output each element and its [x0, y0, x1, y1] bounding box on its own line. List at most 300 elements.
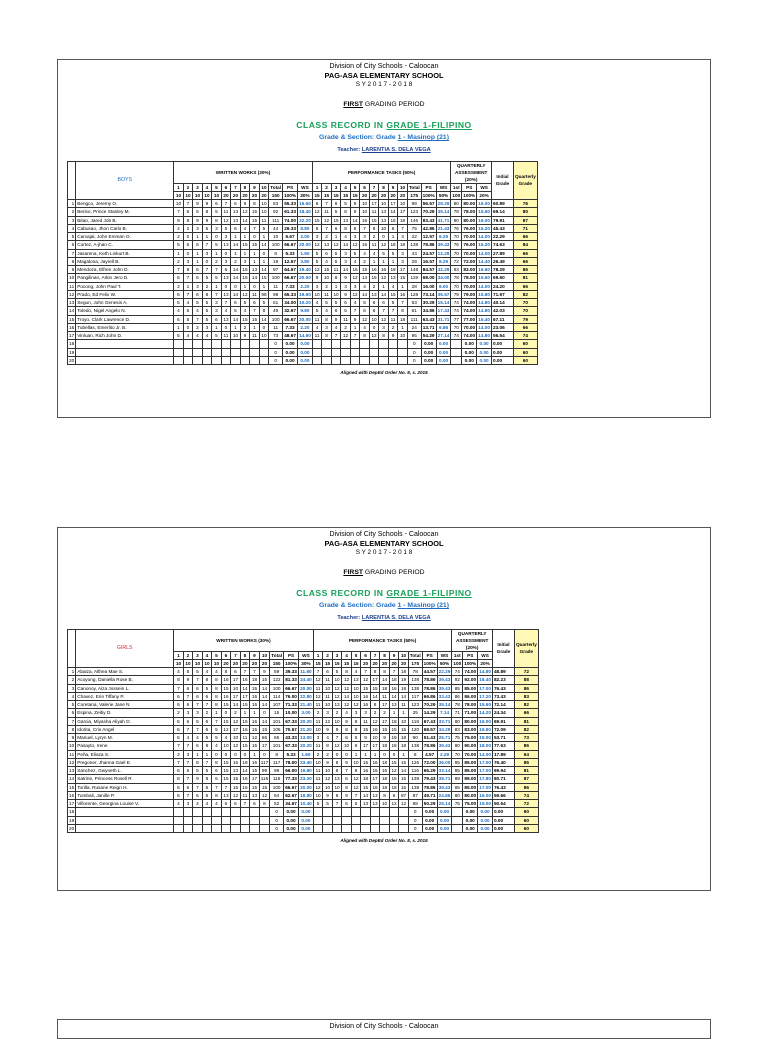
pt-score: 12	[389, 767, 399, 775]
qa-score: 80	[451, 216, 462, 224]
pt-score: 15	[369, 216, 379, 224]
quarterly-grade: 87	[513, 216, 537, 224]
qa-ps: 76.00	[463, 225, 476, 231]
ww-total: 0	[269, 356, 283, 364]
ww-score: 4	[212, 742, 222, 750]
pt-score	[312, 356, 322, 364]
student-row	[68, 307, 538, 315]
pt-score: 8	[351, 717, 361, 725]
ww-ps: 34.00	[284, 300, 296, 306]
qa-score	[451, 340, 462, 348]
qa-ws: 14.00	[479, 751, 491, 757]
pt-score: 3	[312, 282, 322, 290]
pt-max-score: 20	[398, 191, 408, 199]
ww-ws: 0.00	[298, 356, 313, 364]
qa-ws: 16.00	[479, 792, 491, 798]
ww-ws: 0.00	[298, 340, 313, 348]
student-row	[68, 224, 538, 232]
pt-score: 14	[370, 692, 380, 700]
pt-score: 0	[389, 750, 399, 758]
ww-ws: 20.00	[300, 685, 312, 691]
ww-score: 4	[183, 299, 193, 307]
pt-score: 1	[350, 323, 360, 331]
grade-section-value: 1 - Masinop (21)	[397, 602, 449, 610]
school-year: S Y 2 0 1 7 - 2 0 1 8	[355, 81, 413, 89]
pt-score	[331, 340, 341, 348]
pt-score: 6	[322, 249, 332, 257]
student-name: Cortez, A-jhan C.	[76, 241, 174, 249]
ww-total: 83	[269, 200, 283, 208]
ww-score: 0	[212, 750, 222, 758]
pt-score: 13	[369, 290, 379, 298]
ww-score: 6	[193, 684, 203, 692]
pt-ps-max: 100%	[423, 660, 436, 666]
qa-ps: 0.00	[462, 348, 477, 356]
pt-score: 8	[351, 767, 361, 775]
pt-score: 18	[388, 266, 398, 274]
ww-max-score: 20	[240, 191, 250, 199]
teacher-name: LARENTIA S. DELA VEGA	[361, 147, 431, 153]
pt-score: 12	[323, 775, 333, 783]
pt-score: 4	[360, 249, 370, 257]
student-row	[68, 299, 538, 307]
initial-grade: 0.00	[491, 348, 513, 356]
qa-ps: 78.00	[463, 209, 476, 215]
ww-score: 7	[193, 783, 203, 791]
pt-score	[389, 808, 399, 816]
ww-score: 7	[183, 742, 193, 750]
pt-score	[332, 808, 342, 816]
pt-total: 126	[408, 758, 422, 766]
ww-score: 0	[259, 750, 269, 758]
pt-score: 10	[398, 332, 408, 340]
pt-score	[399, 816, 409, 824]
ww-score	[183, 824, 193, 832]
pt-score: 14	[361, 791, 371, 799]
pt-score: 3	[312, 233, 322, 241]
pt-score	[350, 356, 360, 364]
qa-score: 70	[451, 249, 462, 257]
pt-score: 17	[361, 742, 371, 750]
ww-score: 3	[193, 709, 203, 717]
pt-item-number: 9	[389, 651, 399, 659]
ww-score: 16	[250, 758, 260, 766]
pt-score: 8	[370, 701, 380, 709]
ww-score	[259, 340, 269, 348]
pt-score: 10	[398, 200, 408, 208]
teacher-label: Teacher:	[337, 615, 362, 621]
ww-score: 15	[250, 692, 260, 700]
pt-score	[388, 340, 398, 348]
pt-score: 13	[370, 791, 380, 799]
qa-score: 74	[451, 332, 462, 340]
ww-score: 11	[240, 734, 250, 742]
ww-score: 3	[221, 257, 231, 265]
ww-score: 4	[240, 307, 250, 315]
pt-score: 6	[331, 307, 341, 315]
pt-total: 87	[408, 791, 422, 799]
student-row	[68, 808, 539, 816]
ww-score: 13	[250, 266, 260, 274]
pt-score: 16	[360, 216, 370, 224]
ww-item-number: 2	[183, 651, 193, 659]
qa-ws: 14.00	[478, 283, 490, 289]
pt-max-score: 15	[312, 191, 322, 199]
student-row	[68, 200, 538, 208]
ww-max-score: 10	[174, 659, 184, 667]
ww-total: 117	[270, 758, 284, 766]
qa-ps: 74.00	[463, 308, 476, 314]
ww-total: 94	[270, 791, 284, 799]
qa-ps-label: PS	[462, 183, 477, 191]
ww-ps: 7.33	[283, 282, 298, 290]
quarterly-grade: 64	[514, 750, 538, 758]
pt-score: 19	[389, 734, 399, 742]
qa-ws: 17.20	[479, 693, 491, 699]
ww-score: 5	[212, 725, 222, 733]
pt-score: 12	[370, 717, 380, 725]
pt-score: 10	[323, 701, 333, 709]
ww-score: 15	[221, 758, 231, 766]
student-name	[76, 824, 174, 832]
ww-total: 100	[269, 315, 283, 323]
qa-score: 71	[452, 709, 463, 717]
quarterly-grade: 66	[513, 233, 537, 241]
ww-score: 10	[221, 742, 231, 750]
pt-score: 0	[380, 750, 390, 758]
pt-score: 18	[389, 742, 399, 750]
qa-ws: 17.00	[479, 768, 491, 774]
pt-ps: 0.00	[422, 808, 437, 816]
initial-grade: 48.89	[492, 668, 514, 676]
pt-score: 8	[398, 307, 408, 315]
qa-ps: 80.00	[463, 217, 476, 223]
pt-score: 7	[322, 200, 332, 208]
pt-score	[369, 356, 379, 364]
student-row	[68, 783, 539, 791]
pt-score: 6	[323, 668, 333, 676]
ww-ws: 20.20	[300, 718, 312, 724]
ww-score: 0	[259, 249, 269, 257]
pt-score	[351, 816, 361, 824]
ww-ws: 20.00	[300, 784, 312, 790]
pt-score: 10	[369, 315, 379, 323]
pt-score: 0	[369, 323, 379, 331]
pt-score: 4	[360, 323, 370, 331]
quarterly-grade: 66	[513, 323, 537, 331]
ww-score: 6	[221, 266, 231, 274]
ww-total: 73	[269, 332, 283, 340]
pt-ws: 2.29	[437, 750, 452, 758]
pt-score	[313, 824, 323, 832]
qa-ps: 76.00	[463, 242, 476, 248]
ww-score: 8	[183, 266, 193, 274]
pt-score: 8	[331, 200, 341, 208]
ww-score: 1	[240, 709, 250, 717]
row-number: 17	[69, 333, 75, 339]
pt-ps: 68.57	[423, 726, 436, 732]
pt-score: 2	[332, 709, 342, 717]
pt-item-number: 6	[360, 183, 370, 191]
qa-score	[451, 356, 462, 364]
pt-total: 117	[408, 692, 422, 700]
pt-score: 14	[360, 290, 370, 298]
pt-item-number: 2	[322, 183, 332, 191]
ww-score: 7	[250, 668, 260, 676]
pt-score: 8	[370, 668, 380, 676]
pt-score: 18	[398, 241, 408, 249]
ww-score: 14	[231, 701, 241, 709]
qa-score: 80	[452, 717, 463, 725]
ww-score: 3	[240, 257, 250, 265]
ww-score: 4	[183, 332, 193, 340]
row-number: 13	[69, 768, 75, 774]
pt-score: 15	[331, 216, 341, 224]
pt-max-score: 15	[351, 659, 361, 667]
ww-score: 6	[174, 725, 184, 733]
qa-ps: 0.00	[463, 824, 478, 832]
qa-score: 70	[452, 750, 463, 758]
pt-score: 12	[361, 676, 371, 684]
student-row	[68, 800, 539, 808]
pt-score: 11	[313, 775, 323, 783]
pt-score: 10	[332, 676, 342, 684]
pt-score	[370, 824, 380, 832]
ww-score	[212, 824, 222, 832]
student-row	[68, 767, 539, 775]
student-row	[68, 356, 538, 364]
ww-score: 3	[212, 307, 222, 315]
ww-total-max: 150	[269, 191, 283, 199]
pt-score: 11	[399, 701, 409, 709]
pt-score: 18	[380, 783, 390, 791]
ww-score: 98	[259, 290, 269, 298]
pt-total: 148	[407, 266, 421, 274]
school-name: PAG-ASA ELEMENTARY SCHOOL	[324, 539, 444, 548]
ww-score: 7	[174, 758, 184, 766]
pt-ps-label: PS	[421, 183, 436, 191]
sheet-header	[58, 63, 710, 154]
pt-score: 6	[312, 200, 322, 208]
ww-item-number: 1	[174, 651, 184, 659]
ww-score: 15	[221, 717, 231, 725]
pt-score: 2	[388, 323, 398, 331]
pt-score: 9	[350, 200, 360, 208]
quarterly-assessment-header: QUARTERLY ASSESSMENT (20%)	[451, 161, 492, 183]
pt-score: 12	[399, 800, 409, 808]
ww-score: 0	[259, 323, 269, 331]
ww-score: 6	[202, 791, 212, 799]
pt-score: 18	[399, 684, 409, 692]
ww-item-number: 6	[221, 651, 231, 659]
pt-score	[322, 340, 332, 348]
pt-score: 3	[398, 249, 408, 257]
ww-score: 2	[193, 323, 203, 331]
pt-item-number: 4	[341, 183, 351, 191]
class-record-sheet-partial	[57, 1019, 711, 1039]
pt-score: 14	[399, 767, 409, 775]
pt-ws: 12.29	[437, 250, 450, 256]
student-name: Garcia, Miyasha Aliyah D.	[76, 717, 174, 725]
ww-item-number: 8	[240, 183, 250, 191]
qa-score: 90	[452, 742, 463, 750]
student-row	[68, 241, 538, 249]
pt-ps: 34.86	[422, 308, 435, 314]
pt-total: 120	[408, 725, 422, 733]
ww-score: 7	[183, 290, 193, 298]
qa-ps: 70.00	[464, 751, 477, 757]
qa-ps: 85.00	[464, 768, 477, 774]
pt-score: 10	[313, 758, 323, 766]
pt-total: 138	[408, 684, 422, 692]
quarterly-grade: 72	[514, 800, 538, 808]
ww-ws: 22.20	[299, 217, 311, 223]
ww-score: 16	[240, 676, 250, 684]
ww-item-number: 5	[212, 183, 222, 191]
pt-score: 3	[341, 249, 351, 257]
ww-score: 3	[202, 249, 212, 257]
quarterly-grade: 80	[513, 208, 537, 216]
ww-score: 7	[212, 266, 222, 274]
ww-score: 1	[259, 233, 269, 241]
row-number: 6	[68, 709, 76, 717]
pt-max-score: 20	[399, 659, 409, 667]
pt-total: 138	[408, 742, 422, 750]
initial-grade: 0.00	[492, 808, 514, 816]
ww-score: 1	[174, 323, 184, 331]
pt-score: 1	[370, 750, 380, 758]
ww-score: 13	[221, 241, 231, 249]
row-number: 7	[68, 717, 76, 725]
ww-ps: 0.00	[284, 816, 299, 824]
pt-score: 2	[322, 233, 332, 241]
student-name	[76, 356, 174, 364]
ww-total: 0	[269, 340, 283, 348]
ww-max-score: 20	[250, 191, 260, 199]
ww-score: 7	[212, 717, 222, 725]
ww-score: 17	[240, 692, 250, 700]
student-row	[68, 348, 538, 356]
student-name: Sanchez, Gwyneth L.	[76, 767, 174, 775]
ww-score: 15	[259, 783, 269, 791]
quarterly-grade-header: Quarterly Grade	[513, 161, 537, 200]
ww-score: 8	[212, 692, 222, 700]
ww-score: 7	[193, 725, 203, 733]
ww-score	[212, 808, 222, 816]
pt-total: 0	[407, 356, 421, 364]
pt-score: 8	[342, 783, 352, 791]
pt-ws: 39.43	[437, 242, 450, 248]
initial-grade: 0.00	[491, 340, 513, 348]
ww-score: 4	[193, 332, 203, 340]
pt-score: 8	[331, 274, 341, 282]
qa-ws: 16.00	[479, 718, 491, 724]
pt-score: 7	[388, 307, 398, 315]
initial-grade: 73.43	[492, 692, 514, 700]
pt-score: 5	[312, 307, 322, 315]
pt-item-number: 8	[379, 183, 389, 191]
pt-score: 4	[322, 257, 332, 265]
ww-score	[202, 824, 212, 832]
pt-item-number: 1	[313, 651, 323, 659]
initial-grade: 72.09	[492, 725, 514, 733]
row-number: 15	[69, 316, 75, 322]
ww-score: 10	[259, 200, 269, 208]
quarterly-grade: 60	[513, 348, 537, 356]
ww-max-score: 10	[174, 191, 184, 199]
ww-score: 2	[212, 257, 222, 265]
ww-score: 1	[259, 257, 269, 265]
pt-item-number: 1	[312, 183, 322, 191]
pt-ws: 34.00	[437, 275, 450, 281]
ww-score: 10	[259, 208, 269, 216]
qa-ps: 78.00	[464, 702, 477, 708]
pt-total: 99	[407, 200, 421, 208]
qa-ws-max: 20%	[477, 191, 492, 199]
pt-score: 8	[369, 224, 379, 232]
ww-score	[250, 356, 260, 364]
pt-score: 6	[369, 299, 379, 307]
ww-score: 2	[231, 257, 241, 265]
pt-score: 9	[342, 717, 352, 725]
ww-score: 18	[250, 676, 260, 684]
pt-score: 15	[399, 758, 409, 766]
ww-ws-max: 30%	[299, 659, 314, 667]
pt-ws: 34.29	[438, 726, 451, 732]
ww-max-score: 20	[221, 659, 231, 667]
qa-ws: 15.20	[478, 225, 490, 231]
ww-ps: 77.33	[285, 776, 297, 782]
pt-score: 16	[361, 692, 371, 700]
ww-max-score: 20	[259, 659, 269, 667]
ww-score: 6	[193, 241, 203, 249]
pt-score: 2	[322, 282, 332, 290]
pt-score: 1	[398, 282, 408, 290]
pt-score: 17	[380, 717, 390, 725]
pt-score: 15	[389, 725, 399, 733]
ww-score: 16	[240, 725, 250, 733]
qa-ws: 18.40	[479, 677, 491, 683]
ww-score: 0	[183, 249, 193, 257]
ww-total: 19	[269, 257, 283, 265]
ww-score: 10	[259, 332, 269, 340]
pt-score: 11	[312, 315, 322, 323]
ww-score	[212, 816, 222, 824]
pt-score: 9	[342, 791, 352, 799]
qa-ps: 75.00	[464, 735, 477, 741]
ww-score: 6	[231, 224, 241, 232]
pt-score: 11	[322, 208, 332, 216]
pt-score: 5	[331, 208, 341, 216]
pt-score: 11	[323, 692, 333, 700]
ww-score: 17	[231, 676, 241, 684]
ww-score: 7	[183, 791, 193, 799]
qa-ws: 0.00	[478, 816, 493, 824]
quarterly-grade: 86	[514, 684, 538, 692]
pt-ws-label: WS	[436, 183, 451, 191]
pt-score: 3	[351, 709, 361, 717]
ww-score: 4	[221, 734, 231, 742]
row-number: 12	[69, 759, 75, 765]
qa-ps: 74.00	[464, 669, 477, 675]
pt-score: 15	[361, 783, 371, 791]
initial-grade: 76.43	[492, 783, 514, 791]
pt-score: 4	[350, 299, 360, 307]
pt-total: 111	[407, 315, 421, 323]
ww-score	[240, 356, 250, 364]
pt-score: 0	[379, 233, 389, 241]
pt-total: 90	[408, 734, 422, 742]
